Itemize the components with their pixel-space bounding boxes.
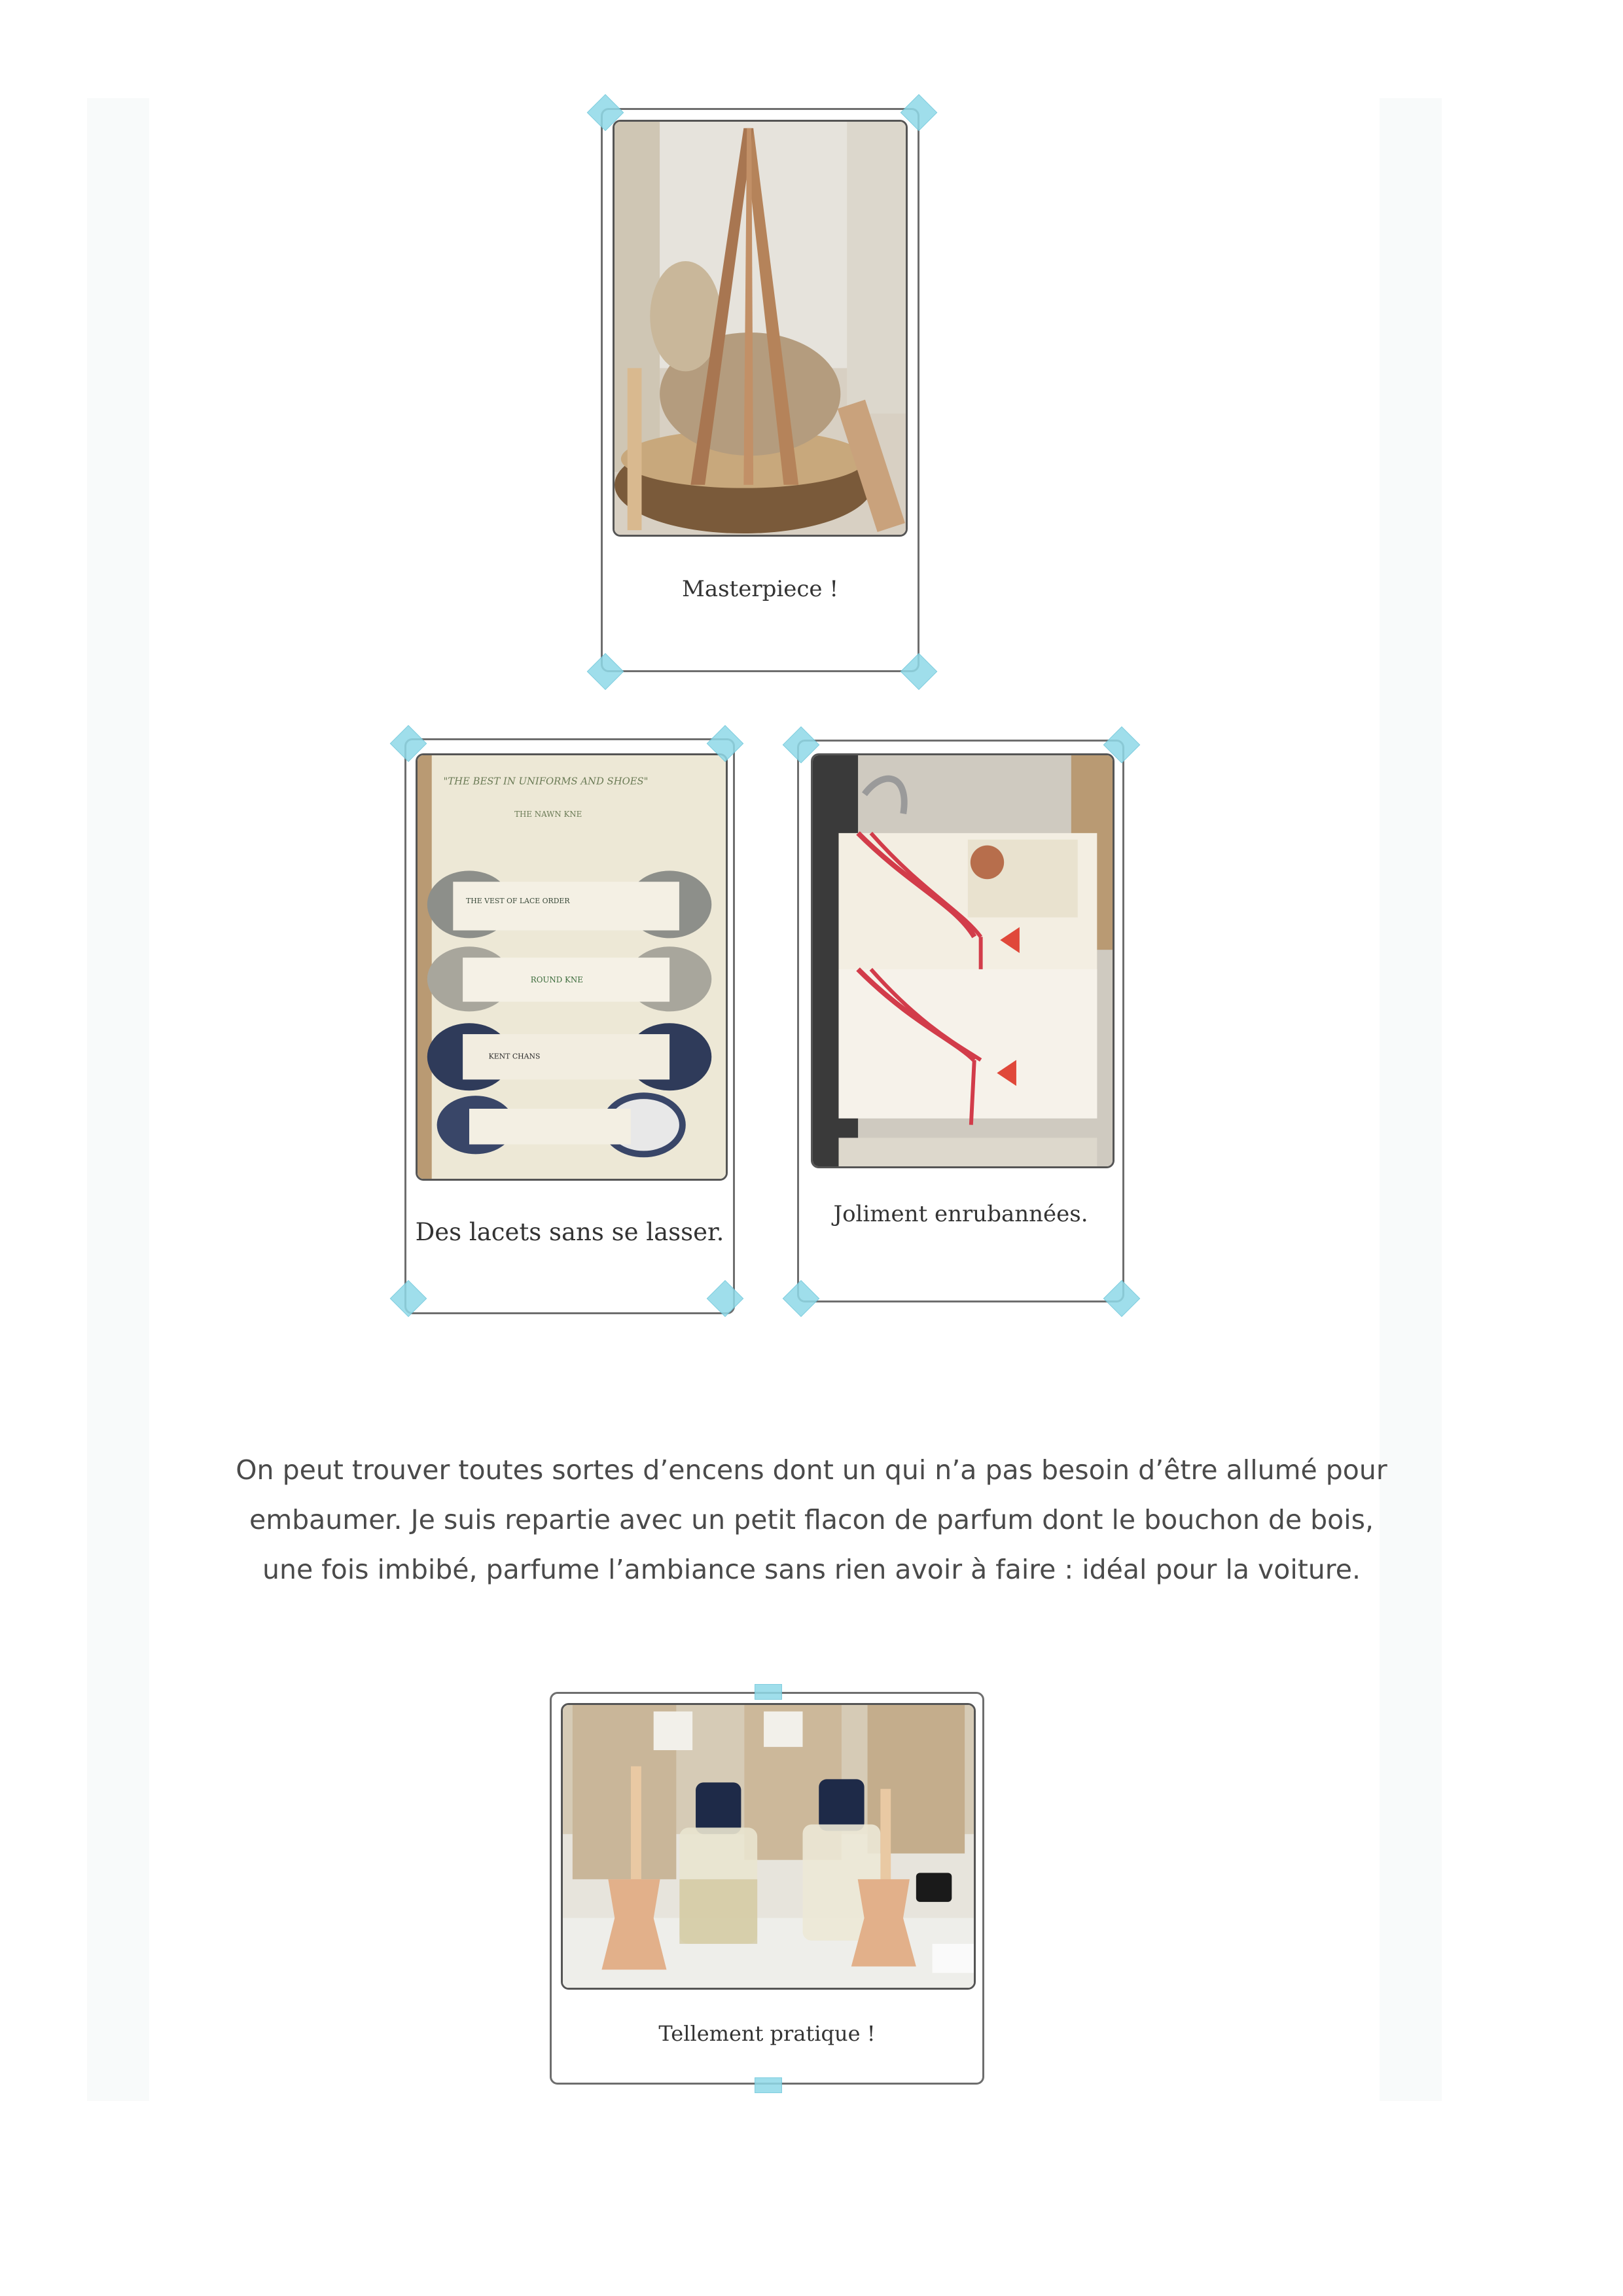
polaroid-masterpiece bbox=[601, 108, 919, 672]
photo-caption: Des lacets sans se lasser. bbox=[415, 1218, 724, 1246]
paragraph-line: embaumer. Je suis repartie avec un petit flacon de parfum dont le bouchon de bois, bbox=[249, 1504, 1374, 1535]
body-paragraph bbox=[196, 1445, 1427, 1594]
page-margin-band-right bbox=[1380, 98, 1442, 2101]
lace-package-subheader: THE NAWN KNE bbox=[514, 810, 582, 819]
lace-package-header: "THE BEST IN UNIFORMS AND SHOES" bbox=[443, 776, 649, 787]
photo-caption: Masterpiece ! bbox=[682, 576, 838, 602]
polaroid-pratique bbox=[550, 1692, 984, 2085]
page-margin-band-left bbox=[87, 98, 149, 2101]
photo-caption: Joliment enrubannées. bbox=[833, 1201, 1088, 1227]
photo-wooden-sculpture bbox=[613, 120, 908, 537]
tape-strip bbox=[755, 2077, 782, 2093]
polaroid-lacets bbox=[404, 738, 735, 1314]
photo-gift-envelopes bbox=[811, 753, 1115, 1168]
photo-perfume-diffusers bbox=[561, 1703, 976, 1990]
lace-package-label: THE VEST OF LACE ORDER bbox=[466, 896, 570, 905]
polaroid-enrubannees bbox=[797, 740, 1124, 1302]
photo-caption: Tellement pratique ! bbox=[658, 2021, 876, 2046]
lace-package-label: KENT CHANS bbox=[488, 1052, 541, 1061]
paragraph-line: On peut trouver toutes sortes d’encens dont un qui n’a pas besoin d’être allumé pour bbox=[236, 1454, 1387, 1486]
paragraph-line: une fois imbibé, parfume l’ambiance sans rien avoir à faire : idéal pour la voiture. bbox=[262, 1554, 1361, 1585]
photo-shoelaces bbox=[416, 753, 728, 1181]
tape-strip bbox=[755, 1684, 782, 1700]
lace-package-label: ROUND KNE bbox=[530, 975, 583, 984]
